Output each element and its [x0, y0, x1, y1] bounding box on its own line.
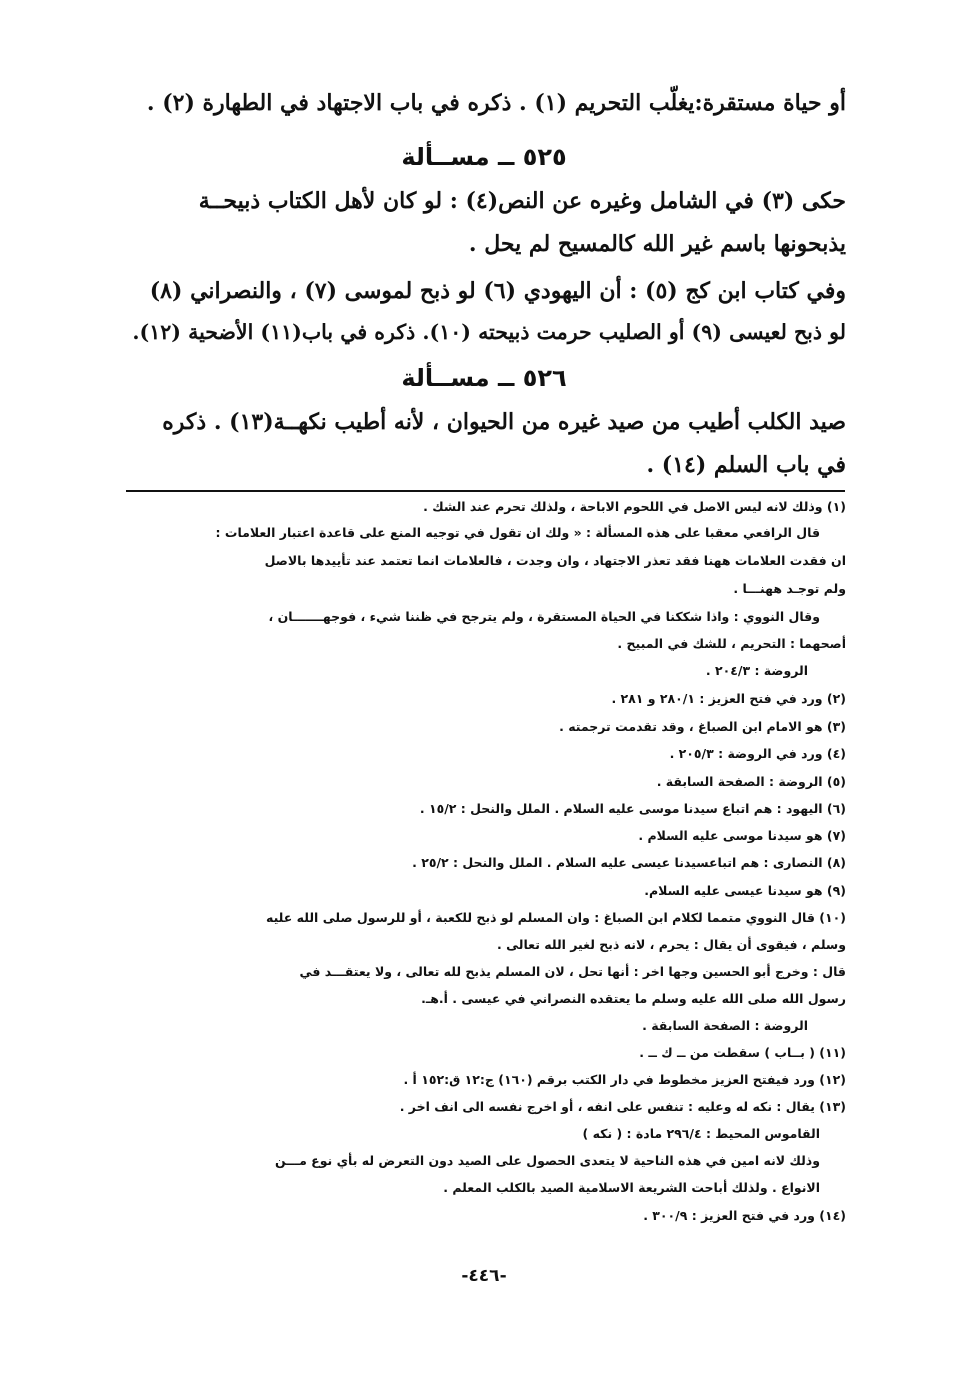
footnote-line: (١٣) يقال : نكه له وعليه : تنفس على انفه ، أو اخرج نفسه الى انف اخر .: [399, 1099, 846, 1114]
footnote-line: (٨) النصارى : هم اتباعسيدنا عيسى عليه السلام . الملل والنحل : ٢٥/٢ .: [412, 855, 846, 870]
page-number: -٤٤٦-: [461, 1266, 507, 1286]
footnote-line: الروضة : ٢٠٤/٣ .: [705, 663, 808, 678]
footnote-line: (٦) اليهود : هم اتباع سيدنا موسى عليه السلام . الملل والنحل : ١٥/٢ .: [419, 801, 846, 816]
section-heading-525: ٥٢٥ ــ مســألة: [401, 143, 567, 171]
paragraph-2-line-2: لو ذبح لعيسى (٩) أو الصليب حرمت ذبيحته (١٠). ذكره في باب(١١) الأضحية (١٢).: [132, 320, 846, 344]
footnote-line: (١٢) ورد فيفتح العزيز مخطوط في دار الكتب برقم (١٦٠) ج:١٢ ق:١٥٢ أ .: [403, 1072, 846, 1087]
footnote-line: (١٤) ورد في فتح العزيز : ٣٠٠/٩ .: [643, 1208, 846, 1223]
footnote-line: ولم توجـد ههنـــا .: [733, 581, 846, 596]
paragraph-1-line-1: حكى (٣) في الشامل وغيره عن النص(٤) : لو كان لأهل الكتاب ذبيحــة: [198, 188, 846, 214]
footnote-line: (١١) ( بــاب ) سقطت من ــ ك ــ .: [639, 1045, 846, 1060]
footnote-separator-rule: [126, 490, 845, 492]
footnote-line: وسلم ، فيقوى أن يقال : يحرم ، لانه ذبح لغير الله تعالى .: [497, 937, 846, 952]
footnote-line: (٣) هو الامام ابن الصباغ ، وقد تقدمت ترجمته .: [559, 719, 846, 734]
footnote-line: الانواع . ولذلك أباحت الشريعة الاسلامية الصيد بالكلب المعلم .: [443, 1180, 820, 1195]
footnote-line: وقال النووي : واذا شككنا في الحياة المستقرة ، ولم يترجح في ظننا شيء ، فوجهـــــــان ،: [268, 609, 820, 624]
footnote-line: أصحهما : التحريم ، للشك في المبيح .: [617, 636, 846, 651]
footnote-line: (٩) هو سيدنا عيسى عليه السلام.: [644, 883, 846, 898]
footnote-line: رسول الله صلى الله عليه وسلم ما يعتقده النصراني في عيسى . أ.هـ.: [421, 991, 846, 1006]
footnote-line: قال الرافعي معقبا على هذه المسألة : « ولك ان تقول في توجيه المنع على قاعدة اعتبار العلامات :: [215, 525, 820, 540]
footnote-line: (٥) الروضة : الصفحة السابقة .: [656, 774, 846, 789]
footnote-line: قال : وخرج أبو الحسين وجها اخر : أنها تحل ، لان المسلم يذبح لله تعالى ، ولا يعتقـــد في: [299, 964, 846, 979]
paragraph-3-line-1: صيد الكلب أطيب من صيد غيره من الحيوان ، لأنه أطيب نكهــة(١٣) . ذكره: [162, 409, 846, 435]
footnote-line: (٢) ورد في فتح العزيز : ٢٨٠/١ و ٢٨١ .: [611, 691, 846, 706]
footnote-line: (٧) هو سيدنا موسى عليه السلام .: [638, 828, 846, 843]
footnote-line: (١) وذلك لانه ليس الاصل في اللحوم الاباحة ، ولذلك تحرم عند الشك .: [423, 499, 846, 514]
paragraph-1-line-2: يذبحونها باسم غير الله كالمسيح لم يحل .: [468, 231, 846, 257]
paragraph-2-line-1: وفي كتاب ابن كج (٥) : أن اليهودي (٦) لو ذبح لموسى (٧) ، والنصراني (٨): [149, 278, 846, 304]
body-line-1: أو حياة مستقرة:يغلّب التحريم (١) . ذكره في باب الاجتهاد في الطهارة (٢) .: [146, 90, 846, 116]
footnote-line: الروضة : الصفحة السابقة .: [642, 1018, 808, 1033]
section-heading-526: ٥٢٦ ــ مســألة: [401, 364, 567, 392]
footnote-line: القاموس المحيط : ٢٩٦/٤ مادة : ( نكه ): [582, 1126, 820, 1141]
paragraph-3-line-2: في باب السلم (١٤) .: [646, 452, 846, 478]
footnote-line: وذلك لانه امين في هذه الناحية لا يتعدى الحصول على الصيد دون التعرض له بأي نوع مـــن: [275, 1153, 820, 1168]
footnote-line: (١٠) قال النووي متمما لكلام ابن الصباغ : وان المسلم لو ذبح للكعبة ، أو للرسول صلى الله عليه: [266, 910, 846, 925]
footnote-line: ان فقدت العلامات ههنا فقد تعذر الاجتهاد ، وان وجدت ، فالعلامات انما تعتمد عند تأييدها بالاصل: [264, 553, 846, 568]
footnote-line: (٤) ورد في الروضة : ٢٠٥/٣ .: [669, 746, 846, 761]
